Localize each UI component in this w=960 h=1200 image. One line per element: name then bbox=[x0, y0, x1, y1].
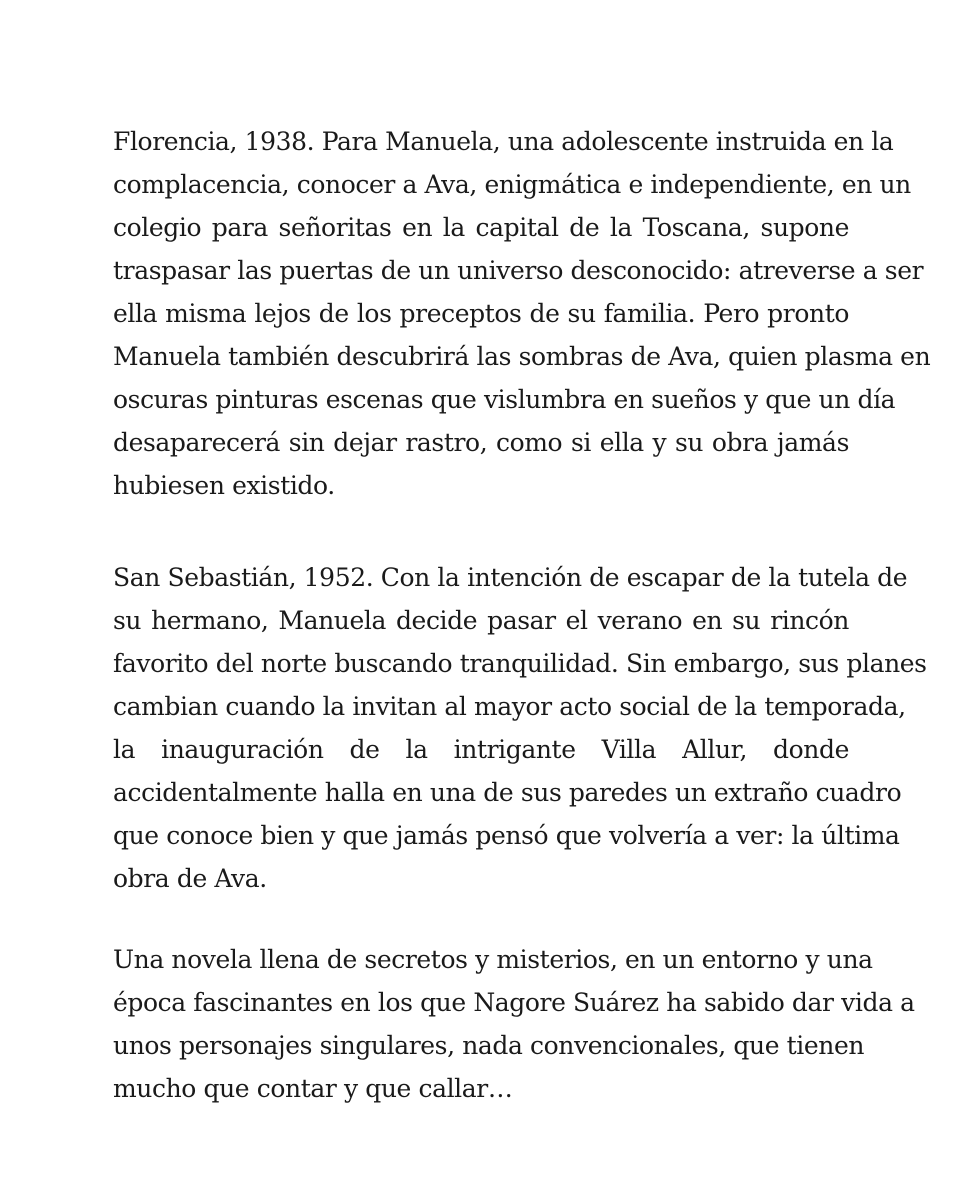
text-line: Una novela llena de secretos y misterios, en un entorno y una bbox=[113, 945, 873, 974]
text-line: unos personajes singulares, nada convencionales, que tienen bbox=[113, 1031, 865, 1060]
text-line: colegio para señoritas en la capital de la Toscana, supone bbox=[113, 213, 849, 242]
text-line: favorito del norte buscando tranquilidad. Sin embargo, sus planes bbox=[113, 649, 927, 678]
text-line: la inauguración de la intrigante Villa Allur, donde bbox=[113, 735, 849, 764]
text-line: obra de Ava. bbox=[113, 864, 267, 893]
text-line: accidentalmente halla en una de sus paredes un extraño cuadro bbox=[113, 778, 902, 807]
text-line: San Sebastián, 1952. Con la intención de escapar de la tutela de bbox=[113, 563, 908, 592]
text-line: oscuras pinturas escenas que vislumbra en sueños y que un día bbox=[113, 385, 896, 414]
paragraph-florencia bbox=[113, 120, 931, 507]
text-line: ella misma lejos de los preceptos de su familia. Pero pronto bbox=[113, 299, 849, 328]
text-line: que conoce bien y que jamás pensó que volvería a ver: la última bbox=[113, 821, 900, 850]
text-line: mucho que contar y que callar… bbox=[113, 1074, 513, 1103]
text-line: cambian cuando la invitan al mayor acto social de la temporada, bbox=[113, 692, 906, 721]
text-line: hubiesen existido. bbox=[113, 471, 335, 500]
paragraph-novela bbox=[113, 938, 915, 1110]
text-line: traspasar las puertas de un universo desconocido: atreverse a ser bbox=[113, 256, 924, 285]
text-line: complacencia, conocer a Ava, enigmática e independiente, en un bbox=[113, 170, 911, 199]
text-line: Florencia, 1938. Para Manuela, una adolescente instruida en la bbox=[113, 127, 894, 156]
text-line: desaparecerá sin dejar rastro, como si ella y su obra jamás bbox=[113, 428, 849, 457]
paragraph-san-sebastian bbox=[113, 556, 927, 900]
text-line: época fascinantes en los que Nagore Suárez ha sabido dar vida a bbox=[113, 988, 915, 1017]
text-line: Manuela también descubrirá las sombras de Ava, quien plasma en bbox=[113, 342, 931, 371]
text-line: su hermano, Manuela decide pasar el verano en su rincón bbox=[113, 606, 849, 635]
